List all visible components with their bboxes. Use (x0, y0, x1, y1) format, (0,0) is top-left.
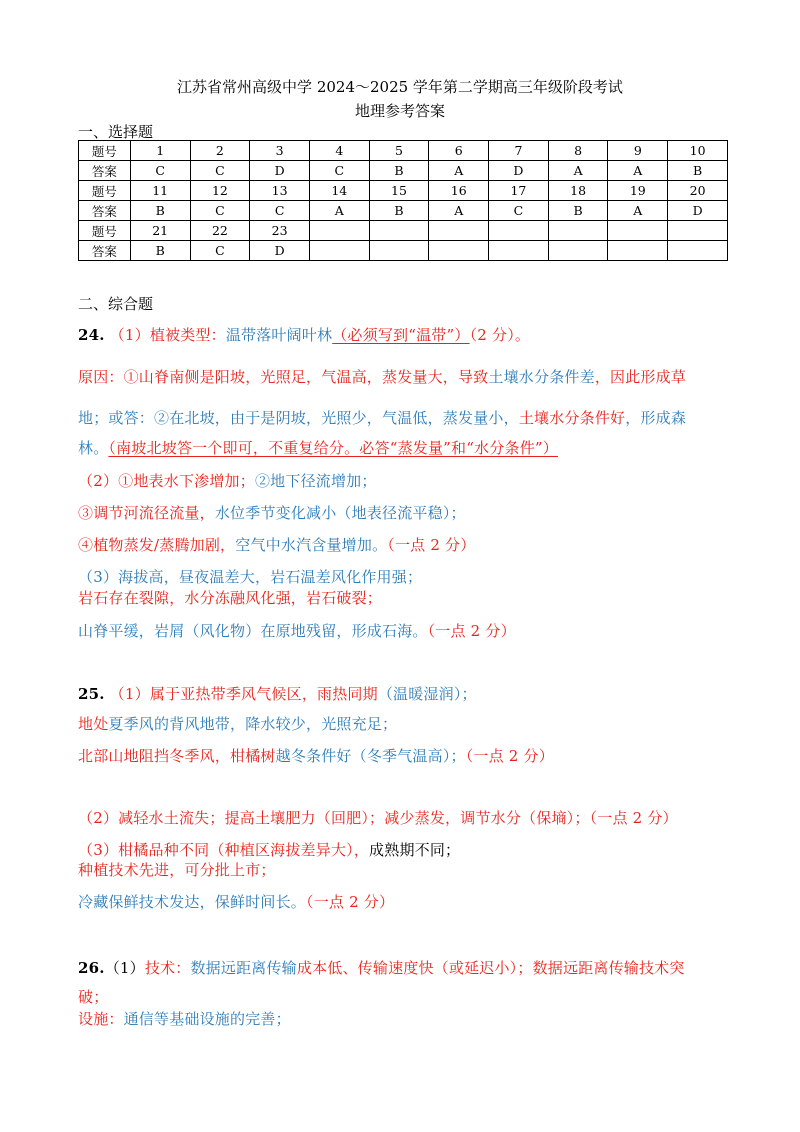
q26-text: 设施： (78, 1010, 124, 1028)
table-cell (668, 221, 728, 241)
q24-text: 土壤水分条件好 (518, 409, 626, 427)
table-cell (309, 241, 369, 261)
table-row (79, 161, 728, 181)
table-cell: 13 (250, 181, 310, 201)
table-cell: A (309, 201, 369, 221)
row-header-cell: 答案 (79, 241, 131, 261)
answer-table (78, 140, 728, 261)
table-cell: 2 (190, 141, 250, 161)
table-cell: B (130, 241, 190, 261)
q25-text: 种植技术先进，可分批上市； (78, 861, 276, 879)
table-cell: B (369, 201, 429, 221)
table-cell: C (190, 241, 250, 261)
q25-line-1 (78, 683, 477, 704)
q25-text: 北部山地阻挡冬季风 (78, 747, 215, 765)
q24-line-2 (78, 366, 686, 387)
q24-line-3 (78, 407, 686, 428)
q24-score: （2 分）。 (469, 326, 531, 344)
q24-score: （一点 2 分） (427, 622, 516, 640)
table-cell: 5 (369, 141, 429, 161)
q24-text: ③调节河流径流量， (78, 504, 215, 522)
q26-number: 26. (78, 959, 105, 977)
table-cell: 19 (608, 181, 668, 201)
row-header-cell: 答案 (79, 161, 131, 181)
q26-line-1 (78, 957, 685, 978)
q25-text: ，柑橘树 (214, 747, 276, 765)
table-cell: C (130, 161, 190, 181)
table-cell: A (608, 201, 668, 221)
q24-text: 水位季节变化减小（地表径流平稳）； (214, 504, 466, 522)
table-cell: C (190, 161, 250, 181)
q24-text: （1）植被类型： (109, 326, 226, 344)
q25-score: （一点 2 分） (465, 747, 554, 765)
q24-text: 温带落叶阔叶林 (225, 326, 333, 344)
table-cell: A (429, 161, 489, 181)
table-cell: 10 (668, 141, 728, 161)
q24-score: （一点 2 分） (387, 536, 476, 554)
table-cell: 6 (429, 141, 489, 161)
q25-number: 25. (78, 685, 105, 703)
q25-line-5 (78, 839, 460, 860)
table-cell: 14 (309, 181, 369, 201)
table-cell (429, 241, 489, 261)
q24-text: 山脊平缓，岩屑（风化物）在原地残留，形成石海。 (78, 622, 428, 640)
table-row (79, 141, 728, 161)
q24-note: （必须写到“温带”） (332, 326, 470, 344)
table-cell: C (250, 201, 310, 221)
q25-score: （一点 2 分） (306, 893, 395, 911)
table-cell: 11 (130, 181, 190, 201)
q25-text: 越冬条件好（冬季气温高）； (275, 747, 466, 765)
q24-line-1 (78, 324, 530, 345)
q24-text: （3） (78, 568, 119, 586)
row-header-cell: 题号 (79, 221, 131, 241)
q24-text: 空气中水汽含量增加。 (235, 536, 388, 554)
q25-text: （温暖湿润）； (377, 685, 477, 703)
q25-text: 冷藏保鲜技术发达，保鲜时间长。 (78, 893, 307, 911)
q24-line-8 (78, 566, 422, 587)
q24-text: ②地下径流增加； (254, 472, 377, 490)
table-cell: D (250, 241, 310, 261)
q24-line-5 (78, 470, 377, 491)
q26-text: 通信等基础设施的完善； (123, 1010, 291, 1028)
table-cell: A (429, 201, 489, 221)
page-subtitle: 地理参考答案 (354, 102, 445, 120)
q25-text: （3）柑橘品种不同（种植区海拔差异大）， (78, 841, 370, 859)
q26-text: （1） (104, 959, 145, 977)
q24-text: ④植物蒸发/蒸腾加剧， (78, 536, 236, 554)
table-cell: C (309, 161, 369, 181)
row-header-cell: 题号 (79, 141, 131, 161)
row-header-cell: 答案 (79, 201, 131, 221)
table-row (79, 201, 728, 221)
row-header-cell: 题号 (79, 181, 131, 201)
q24-line-4 (78, 437, 558, 458)
q25-text: 减轻水土流失；提高土壤肥力（回肥）；减少蒸发，调节水分（保墒）； (118, 809, 590, 827)
q25-text: （1）属于亚热带季风气候区，雨热同期 (109, 685, 378, 703)
table-cell (548, 241, 608, 261)
table-cell (548, 221, 608, 241)
table-cell: D (250, 161, 310, 181)
q26-text: 数据远距离传输 (190, 959, 297, 977)
q24-text: 海拔高，昼夜温差大，岩石温差风化作用强； (118, 568, 423, 586)
q25-text: 夏季风的背风地带，降水较少，光照充足； (108, 715, 398, 733)
table-cell: A (548, 161, 608, 181)
table-cell: 9 (608, 141, 668, 161)
q25-score: （一点 2 分） (589, 809, 678, 827)
table-cell (369, 241, 429, 261)
q25-text: 地处 (78, 715, 109, 733)
table-cell: 15 (369, 181, 429, 201)
table-row (79, 241, 728, 261)
q24-text: ①地表水下渗增加； (118, 472, 255, 490)
table-cell: 3 (250, 141, 310, 161)
table-cell: 1 (130, 141, 190, 161)
table-cell: 8 (548, 141, 608, 161)
table-cell: D (489, 161, 549, 181)
q24-text: 土壤水分条件差 (488, 368, 595, 386)
table-cell: 7 (489, 141, 549, 161)
q25-text: 成熟期不同； (369, 841, 461, 859)
q24-note: （南坡北坡答一个即可，不重复给分。必答“蒸发量”和“水分条件”） (108, 439, 558, 457)
q25-line-6 (78, 859, 276, 880)
table-row (79, 181, 728, 201)
table-cell: A (608, 161, 668, 181)
table-cell: 17 (489, 181, 549, 201)
table-cell: B (668, 161, 728, 181)
q25-text: （2） (78, 809, 119, 827)
table-cell: C (489, 201, 549, 221)
table-cell: 21 (130, 221, 190, 241)
table-cell: C (190, 201, 250, 221)
q26-text: 破； (78, 988, 109, 1006)
table-cell: 4 (309, 141, 369, 161)
table-cell: B (130, 201, 190, 221)
q24-text: 原因：①山脊南侧是阳坡，光照足，气温高，蒸发量大，导致 (78, 368, 489, 386)
table-cell (489, 221, 549, 241)
table-cell: 22 (190, 221, 250, 241)
q24-text: 林。 (78, 439, 109, 457)
table-cell (429, 221, 489, 241)
q26-line-2 (78, 986, 108, 1007)
q24-line-10 (78, 620, 516, 641)
table-row (79, 221, 728, 241)
table-cell: D (668, 201, 728, 221)
table-cell: B (548, 201, 608, 221)
q26-text: 技术： (144, 959, 191, 977)
q24-line-9 (78, 587, 382, 608)
q24-text: （2） (78, 472, 119, 490)
q26-line-3 (78, 1008, 291, 1029)
q24-text: 地；或答：②在北坡，由于是阴坡，光照少，气温低，蒸发量小， (78, 409, 519, 427)
table-cell (668, 241, 728, 261)
page-title: 江苏省常州高级中学 2024～2025 学年第二学期高三年级阶段考试 (177, 78, 623, 96)
q24-line-6 (78, 502, 466, 523)
table-cell (608, 221, 668, 241)
q24-text: ，因此形成草 (594, 368, 687, 386)
q25-line-4 (78, 807, 678, 828)
q26-text: 成本低、传输速度快（或延迟小）；数据远距离传输技术突 (296, 959, 685, 977)
q25-line-2 (78, 713, 397, 734)
q24-text: 岩石存在裂隙，水分冻融风化强，岩石破裂； (78, 589, 383, 607)
table-cell: B (369, 161, 429, 181)
q25-line-3 (78, 745, 554, 766)
table-cell: 12 (190, 181, 250, 201)
table-cell (309, 221, 369, 241)
q25-line-7 (78, 891, 394, 912)
table-cell: 20 (668, 181, 728, 201)
table-cell (369, 221, 429, 241)
section-heading-choice: 一、选择题 (78, 123, 154, 141)
table-cell (489, 241, 549, 261)
table-cell: 16 (429, 181, 489, 201)
q24-number: 24. (78, 326, 105, 344)
q24-text: ，形成森 (625, 409, 687, 427)
table-cell (608, 241, 668, 261)
q24-line-7 (78, 534, 475, 555)
table-cell: 18 (548, 181, 608, 201)
section-heading-comprehensive: 二、综合题 (78, 295, 154, 313)
table-cell: 23 (250, 221, 310, 241)
